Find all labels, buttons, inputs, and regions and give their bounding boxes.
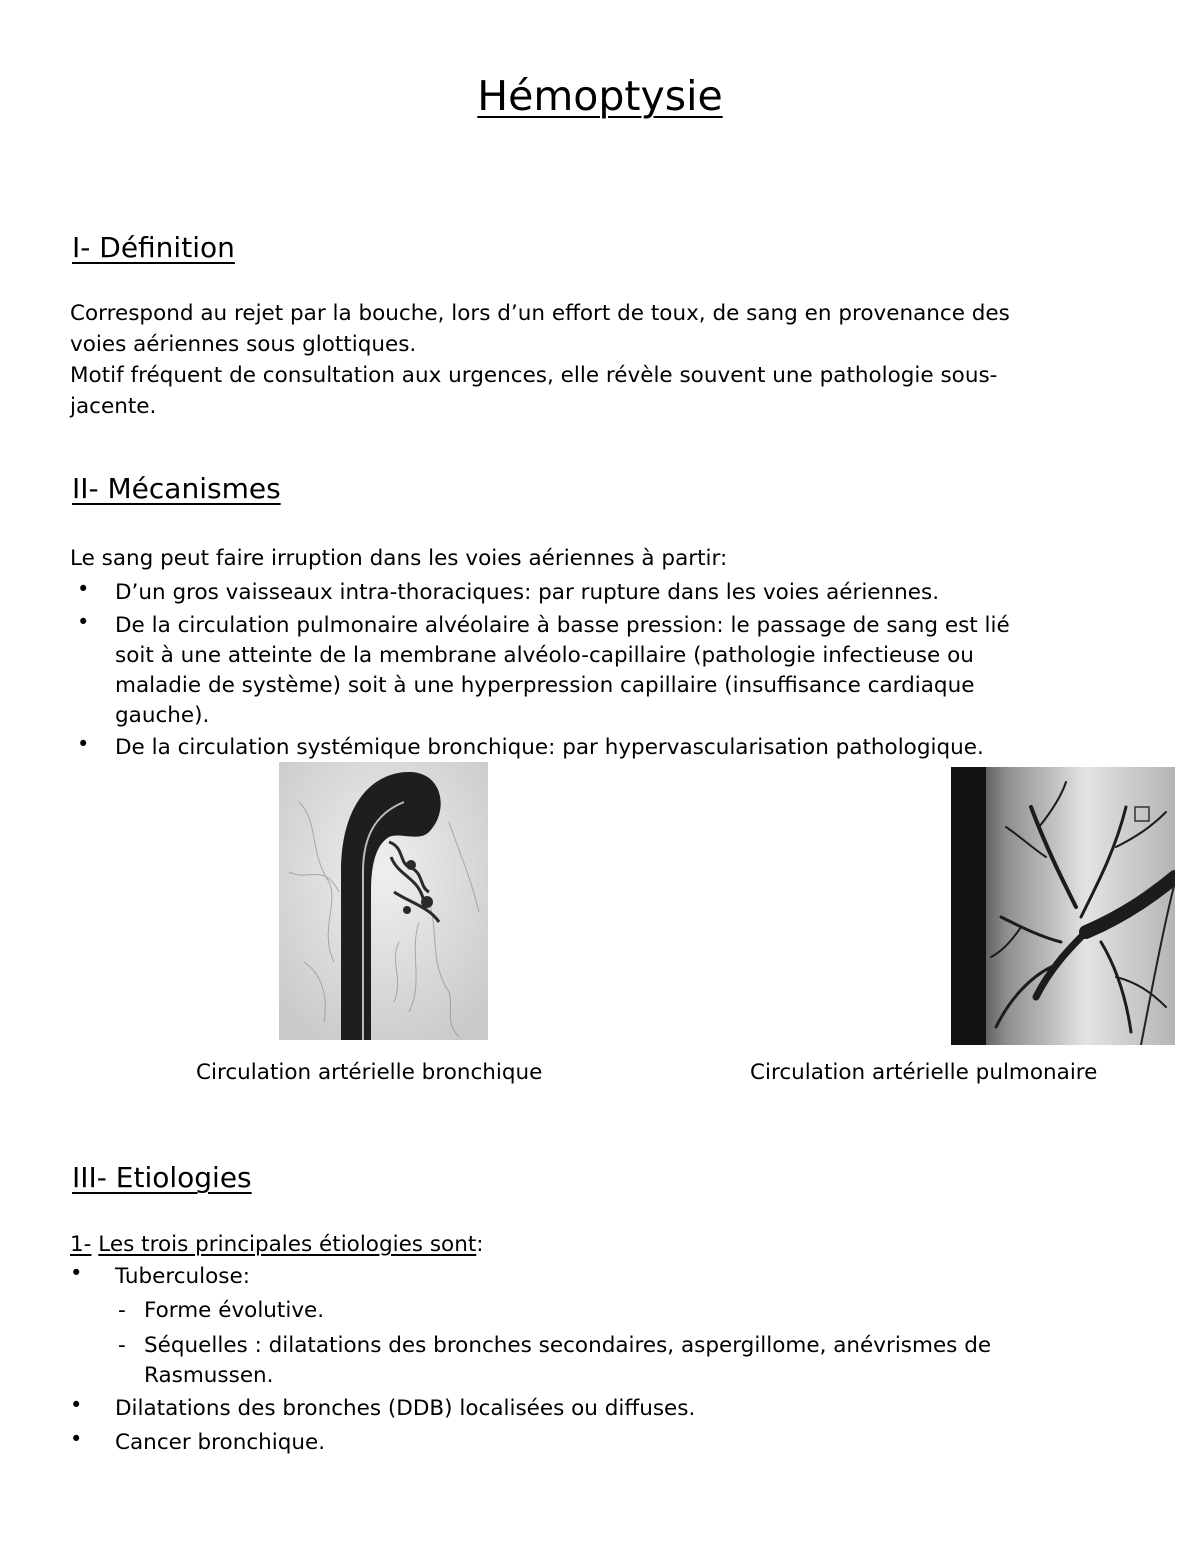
etiology-subitem: Séquelles : dilatations des bronches secondaires, aspergillome, anévrismes de (144, 1333, 992, 1358)
subheading-colon: : (476, 1232, 484, 1257)
angiography-bronchial-image (279, 762, 488, 1040)
figure-caption-pulmonary: Circulation artérielle pulmonaire (750, 1060, 1098, 1085)
mecanismes-intro: Le sang peut faire irruption dans les voies aériennes à partir: (70, 546, 728, 571)
mecanisme-bullet: De la circulation systémique bronchique: par hypervascularisation pathologique. (115, 735, 984, 760)
section-heading-definition: I- Définition (72, 231, 235, 264)
mecanisme-bullet-cont: gauche). (115, 703, 210, 728)
bullet-icon: • (70, 1393, 83, 1417)
dash-icon: - (118, 1333, 126, 1358)
bullet-icon: • (70, 1261, 83, 1285)
etiology-item: Tuberculose: (115, 1264, 250, 1289)
mecanisme-bullet-cont: maladie de système) soit à une hyperpression capillaire (insuffisance cardiaque (115, 673, 975, 698)
bullet-icon: • (70, 1427, 83, 1451)
subheading-text: Les trois principales étiologies sont (98, 1232, 477, 1257)
etiology-subitem: Forme évolutive. (144, 1298, 325, 1323)
definition-line: jacente. (70, 394, 157, 419)
definition-line: voies aériennes sous glottiques. (70, 332, 417, 357)
mecanisme-bullet: D’un gros vaisseaux intra-thoraciques: par rupture dans les voies aériennes. (115, 580, 940, 605)
subheading-number: 1- (70, 1232, 92, 1257)
dash-icon: - (118, 1298, 126, 1323)
bullet-icon: • (77, 732, 90, 756)
section-heading-etiologies: III- Etiologies (72, 1161, 252, 1194)
angiography-pulmonary-image (951, 767, 1175, 1045)
figure-caption-bronchial: Circulation artérielle bronchique (196, 1060, 543, 1085)
page-title: Hémoptysie (477, 72, 723, 120)
etiologies-subheading (70, 1229, 1150, 1260)
definition-line: Correspond au rejet par la bouche, lors d’un effort de toux, de sang en provenance des (70, 301, 1010, 326)
etiology-item: Dilatations des bronches (DDB) localisées ou diffuses. (115, 1396, 696, 1421)
definition-line: Motif fréquent de consultation aux urgences, elle révèle souvent une pathologie sous- (70, 363, 998, 388)
bullet-icon: • (77, 610, 90, 634)
bullet-icon: • (77, 577, 90, 601)
mecanisme-bullet: De la circulation pulmonaire alvéolaire à basse pression: le passage de sang est lié (115, 613, 1010, 638)
etiology-subitem-cont: Rasmussen. (144, 1363, 274, 1388)
section-heading-mecanismes: II- Mécanismes (72, 472, 281, 505)
mecanisme-bullet-cont: soit à une atteinte de la membrane alvéolo-capillaire (pathologie infectieuse ou (115, 643, 974, 668)
etiology-item: Cancer bronchique. (115, 1430, 326, 1455)
